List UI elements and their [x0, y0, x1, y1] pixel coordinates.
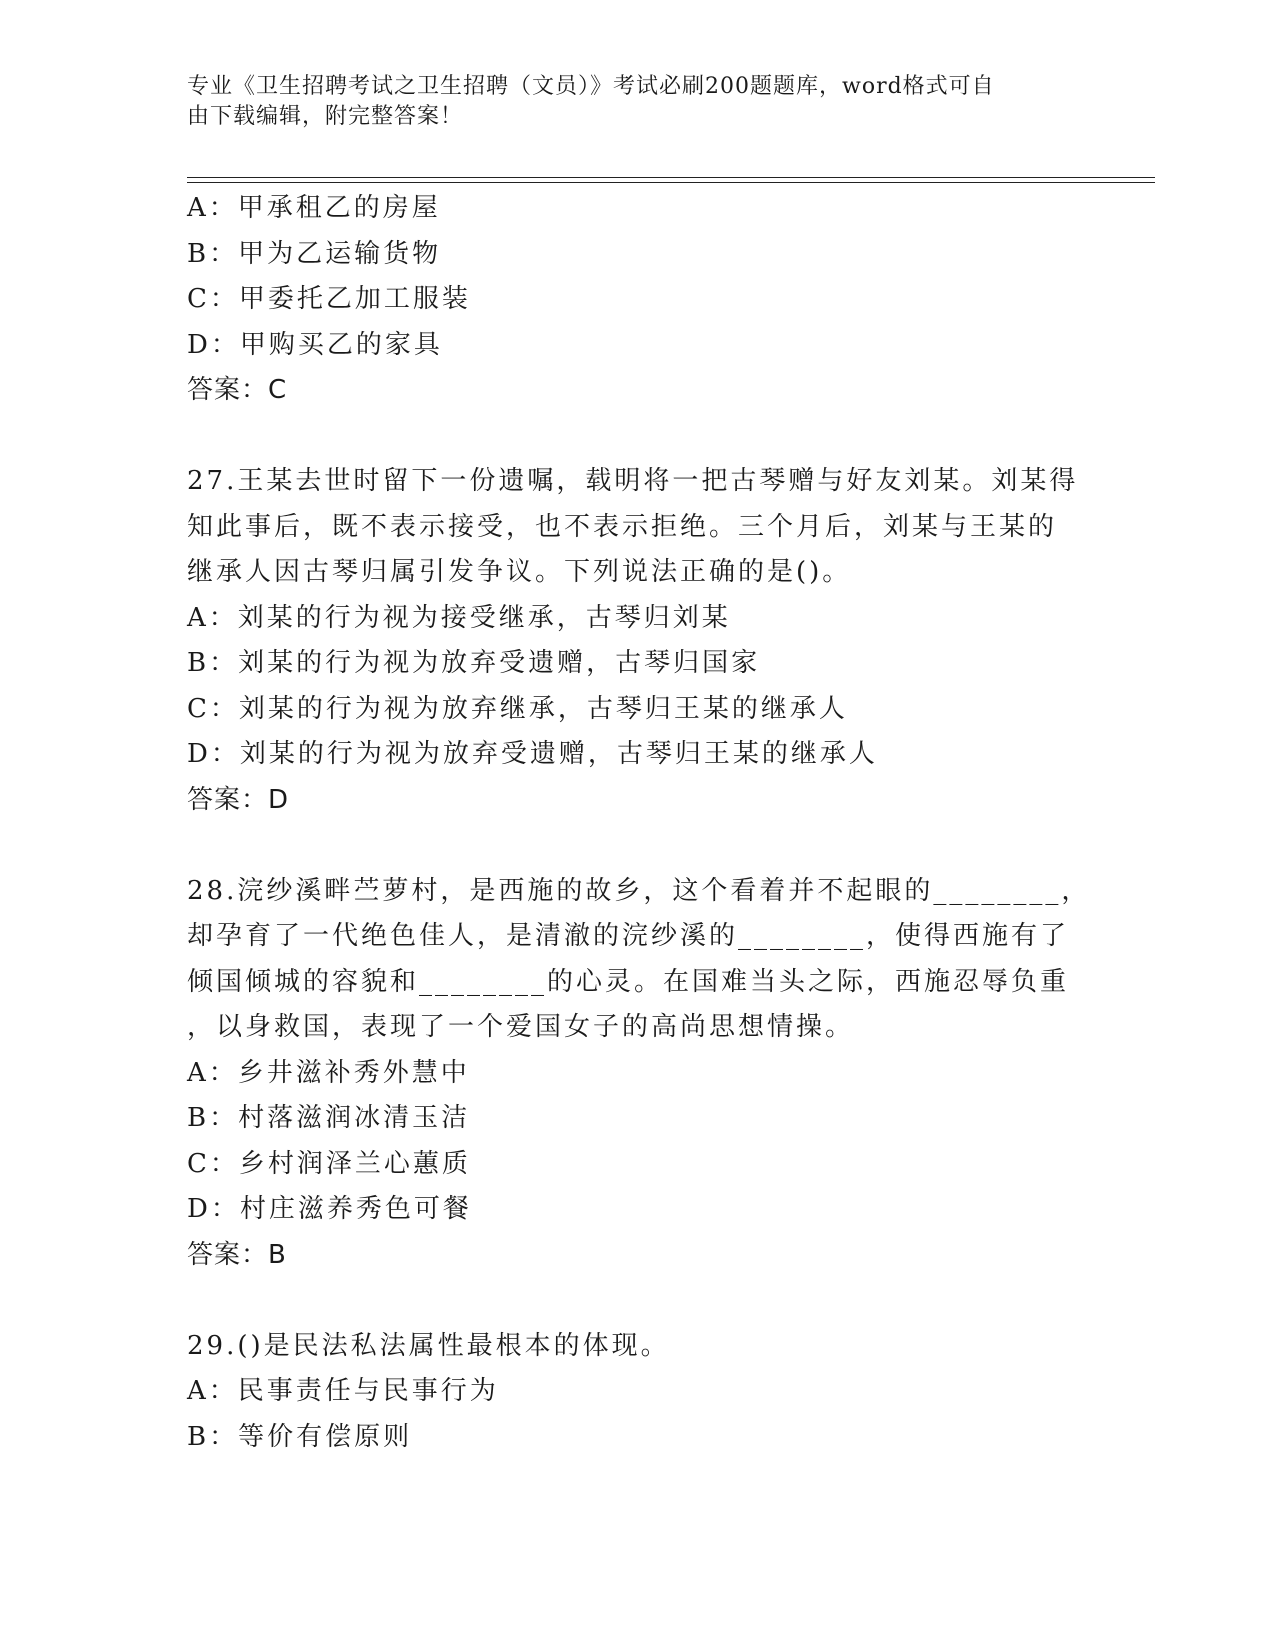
question-26	[187, 186, 1087, 414]
option-a: A：甲承租乙的房屋	[187, 193, 441, 223]
question-27	[187, 459, 1087, 823]
option-d: D：甲购买乙的家具	[187, 329, 443, 360]
option-a: A：刘某的行为视为接受继承，古琴归刘某	[187, 602, 731, 633]
option-a: A：乡井滋补秀外慧中	[187, 1057, 470, 1088]
spacer	[187, 823, 1087, 869]
header-rule-top	[187, 177, 1155, 178]
question-stem-line: ，以身救国，表现了一个爱国女子的高尚思想情操。	[187, 1012, 855, 1042]
spacer	[187, 414, 1087, 460]
document-header	[187, 72, 1067, 132]
option-b: B：等价有偿原则	[187, 1421, 413, 1452]
option-c: C：甲委托乙加工服装	[187, 284, 471, 314]
option-b: B：村落滋润冰清玉洁	[187, 1103, 471, 1133]
spacer	[187, 1278, 1087, 1324]
question-stem-line: 28.浣纱溪畔苎萝村，是西施的故乡，这个看着并不起眼的________，	[187, 875, 1091, 906]
question-stem-line: 继承人因古琴归属引发争议。下列说法正确的是()。	[187, 557, 852, 587]
option-a: A：民事责任与民事行为	[187, 1376, 499, 1406]
option-d: D：刘某的行为视为放弃受遗赠，古琴归王某的继承人	[187, 739, 878, 769]
header-rule-bottom	[187, 182, 1155, 183]
question-content	[187, 186, 1091, 1460]
option-d: D：村庄滋养秀色可餐	[187, 1194, 472, 1224]
question-stem-line: 29.()是民法私法属性最根本的体现。	[187, 1330, 670, 1361]
question-stem-line: 却孕育了一代绝色佳人，是清澈的浣纱溪的________，使得西施有了	[187, 921, 1070, 951]
option-c: C：乡村润泽兰心蕙质	[187, 1148, 471, 1179]
question-stem-line: 倾国倾城的容貌和________的心灵。在国难当头之际，西施忍辱负重	[187, 966, 1070, 997]
answer-line: 答案：D	[187, 784, 290, 815]
answer-line: 答案：B	[187, 1239, 287, 1270]
header-line-1: 专业《卫生招聘考试之卫生招聘（文员）》考试必刷200题题库，word格式可自	[187, 74, 995, 99]
option-c: C：刘某的行为视为放弃继承，古琴归王某的继承人	[187, 693, 848, 724]
question-stem-line: 知此事后，既不表示接受，也不表示拒绝。三个月后，刘某与王某的	[187, 511, 1058, 542]
answer-line: 答案：C	[187, 375, 288, 405]
question-stem-line: 27.王某去世时留下一份遗嘱，载明将一把古琴赠与好友刘某。刘某得	[187, 466, 1079, 496]
question-28	[187, 869, 1091, 1279]
question-29	[187, 1324, 1087, 1461]
option-b: B：刘某的行为视为放弃受遗赠，古琴归国家	[187, 648, 761, 678]
header-line-2: 由下载编辑，附完整答案！	[187, 104, 464, 129]
option-b: B：甲为乙运输货物	[187, 238, 442, 269]
